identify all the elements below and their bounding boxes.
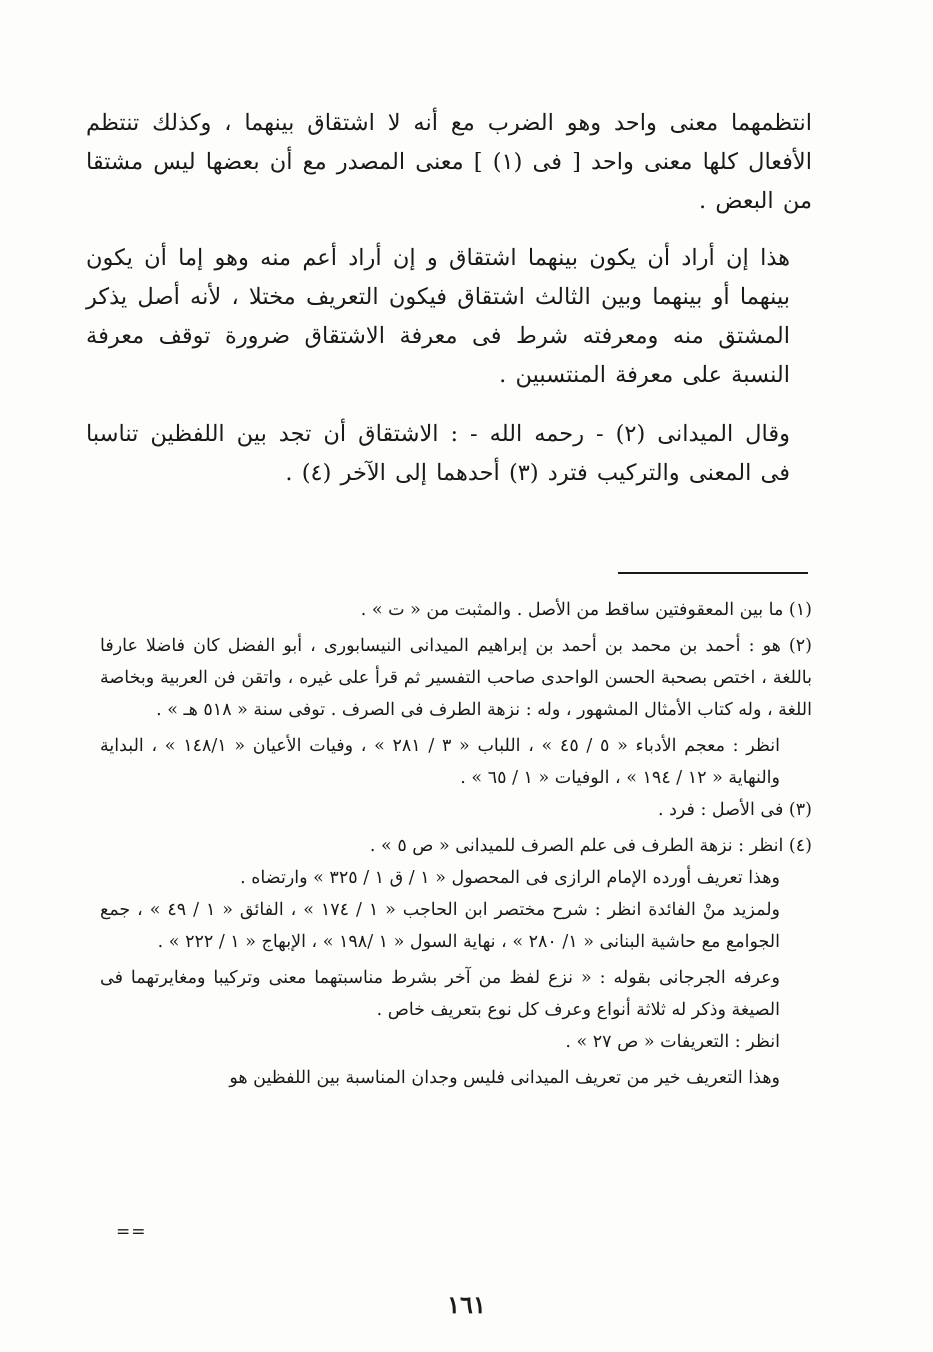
footnote-4-razi: وهذا تعريف أورده الإمام الرازى فى المحصول « ١ / ق ١ / ٣٢٥ » وارتضاه . — [240, 868, 780, 888]
footnote-2-references: انظر : معجم الأدباء « ٥ / ٤٥ » ، اللباب « ٣ / ٢٨١ » ، وفيات الأعيان « ١٤٨/١ » ، البداية والنهاية « ١٢ / ١٩٤ » ، الوفيات « ١ / ٦٥ » . — [100, 736, 780, 788]
paragraph-1: انتظمهما معنى واحد وهو الضرب مع أنه لا اشتقاق بينهما ، وكذلك تنتظم الأفعال كلها معنى واحد [ فى (١) ] معنى المصدر مع أن بعضها ليس مشتقا من البعض . — [86, 110, 812, 214]
main-text — [86, 104, 812, 513]
footnotes — [100, 594, 812, 1094]
footnote-3: (٣) فى الأصل : فرد . — [657, 800, 812, 820]
footnote-4-jurjani: وعرفه الجرجانى بقوله : « نزع لفظ من آخر بشرط مناسبتهما معنى وتركيبا ومغايرتهما فى الصيغة وذكر له ثلاثة أنواع وعرف كل نوع بتعريف خاص . — [100, 968, 780, 1020]
footnote-4-tarifat-ref: انظر : التعريفات « ص ٢٧ » . — [565, 1032, 780, 1052]
page-number: ١٦١ — [447, 1290, 486, 1319]
footnote-4: (٤) انظر : نزهة الطرف فى علم الصرف للميدانى « ص ٥ » . — [369, 836, 812, 856]
paragraph-2: هذا إن أراد أن يكون بينهما اشتقاق و إن أراد أعم منه وهو إما أن يكون بينهما أو بينهما وبين الثالث اشتقاق فيكون التعريف مختلا ، لأنه أصل يذكر المشتق منه ومعرفته شرط فى معرفة الاشتقاق ضرورة توقف معرفة النسبة على معرفة المنتسبين . — [86, 245, 790, 388]
footnote-2: (٢) هو : أحمد بن محمد بن أحمد بن إبراهيم الميدانى النيسابورى ، أبو الفضل كان فاضلا عارفا باللغة ، اختص بصحبة الحسن الواحدى صاحب التفسير ثم قرأ على غيره ، واتقن فن العربية وبخاصة اللغة ، وله كتاب الأمثال المشهور ، وله : نزهة الطرف فى الصرف . توفى سنة « ٥١٨ هـ » . — [100, 636, 812, 720]
paragraph-3: وقال الميدانى (٢) - رحمه الله - : الاشتقاق أن تجد بين اللفظين تناسبا فى المعنى والتركيب فترد (٣) أحدهما إلى الآخر (٤) . — [86, 421, 791, 486]
footnote-4-conclusion: وهذا التعريف خير من تعريف الميدانى فليس وجدان المناسبة بين اللفظين هو — [229, 1068, 780, 1088]
continuation-mark: == — [116, 1222, 147, 1242]
footnote-4-further-reading: ولمزيد منْ الفائدة انظر : شرح مختصر ابن الحاجب « ١ / ١٧٤ » ، الفائق « ١ / ٤٩ » ، جمع الجوامع مع حاشية البنانى « ١/ ٢٨٠ » ، نهاية السول « ١ /١٩٨ » ، الإبهاج « ١ / ٢٢٢ » . — [100, 900, 780, 952]
footnote-1: (١) ما بين المعقوفتين ساقط من الأصل . والمثبت من « ت » . — [360, 600, 812, 620]
footnote-separator — [618, 572, 808, 574]
